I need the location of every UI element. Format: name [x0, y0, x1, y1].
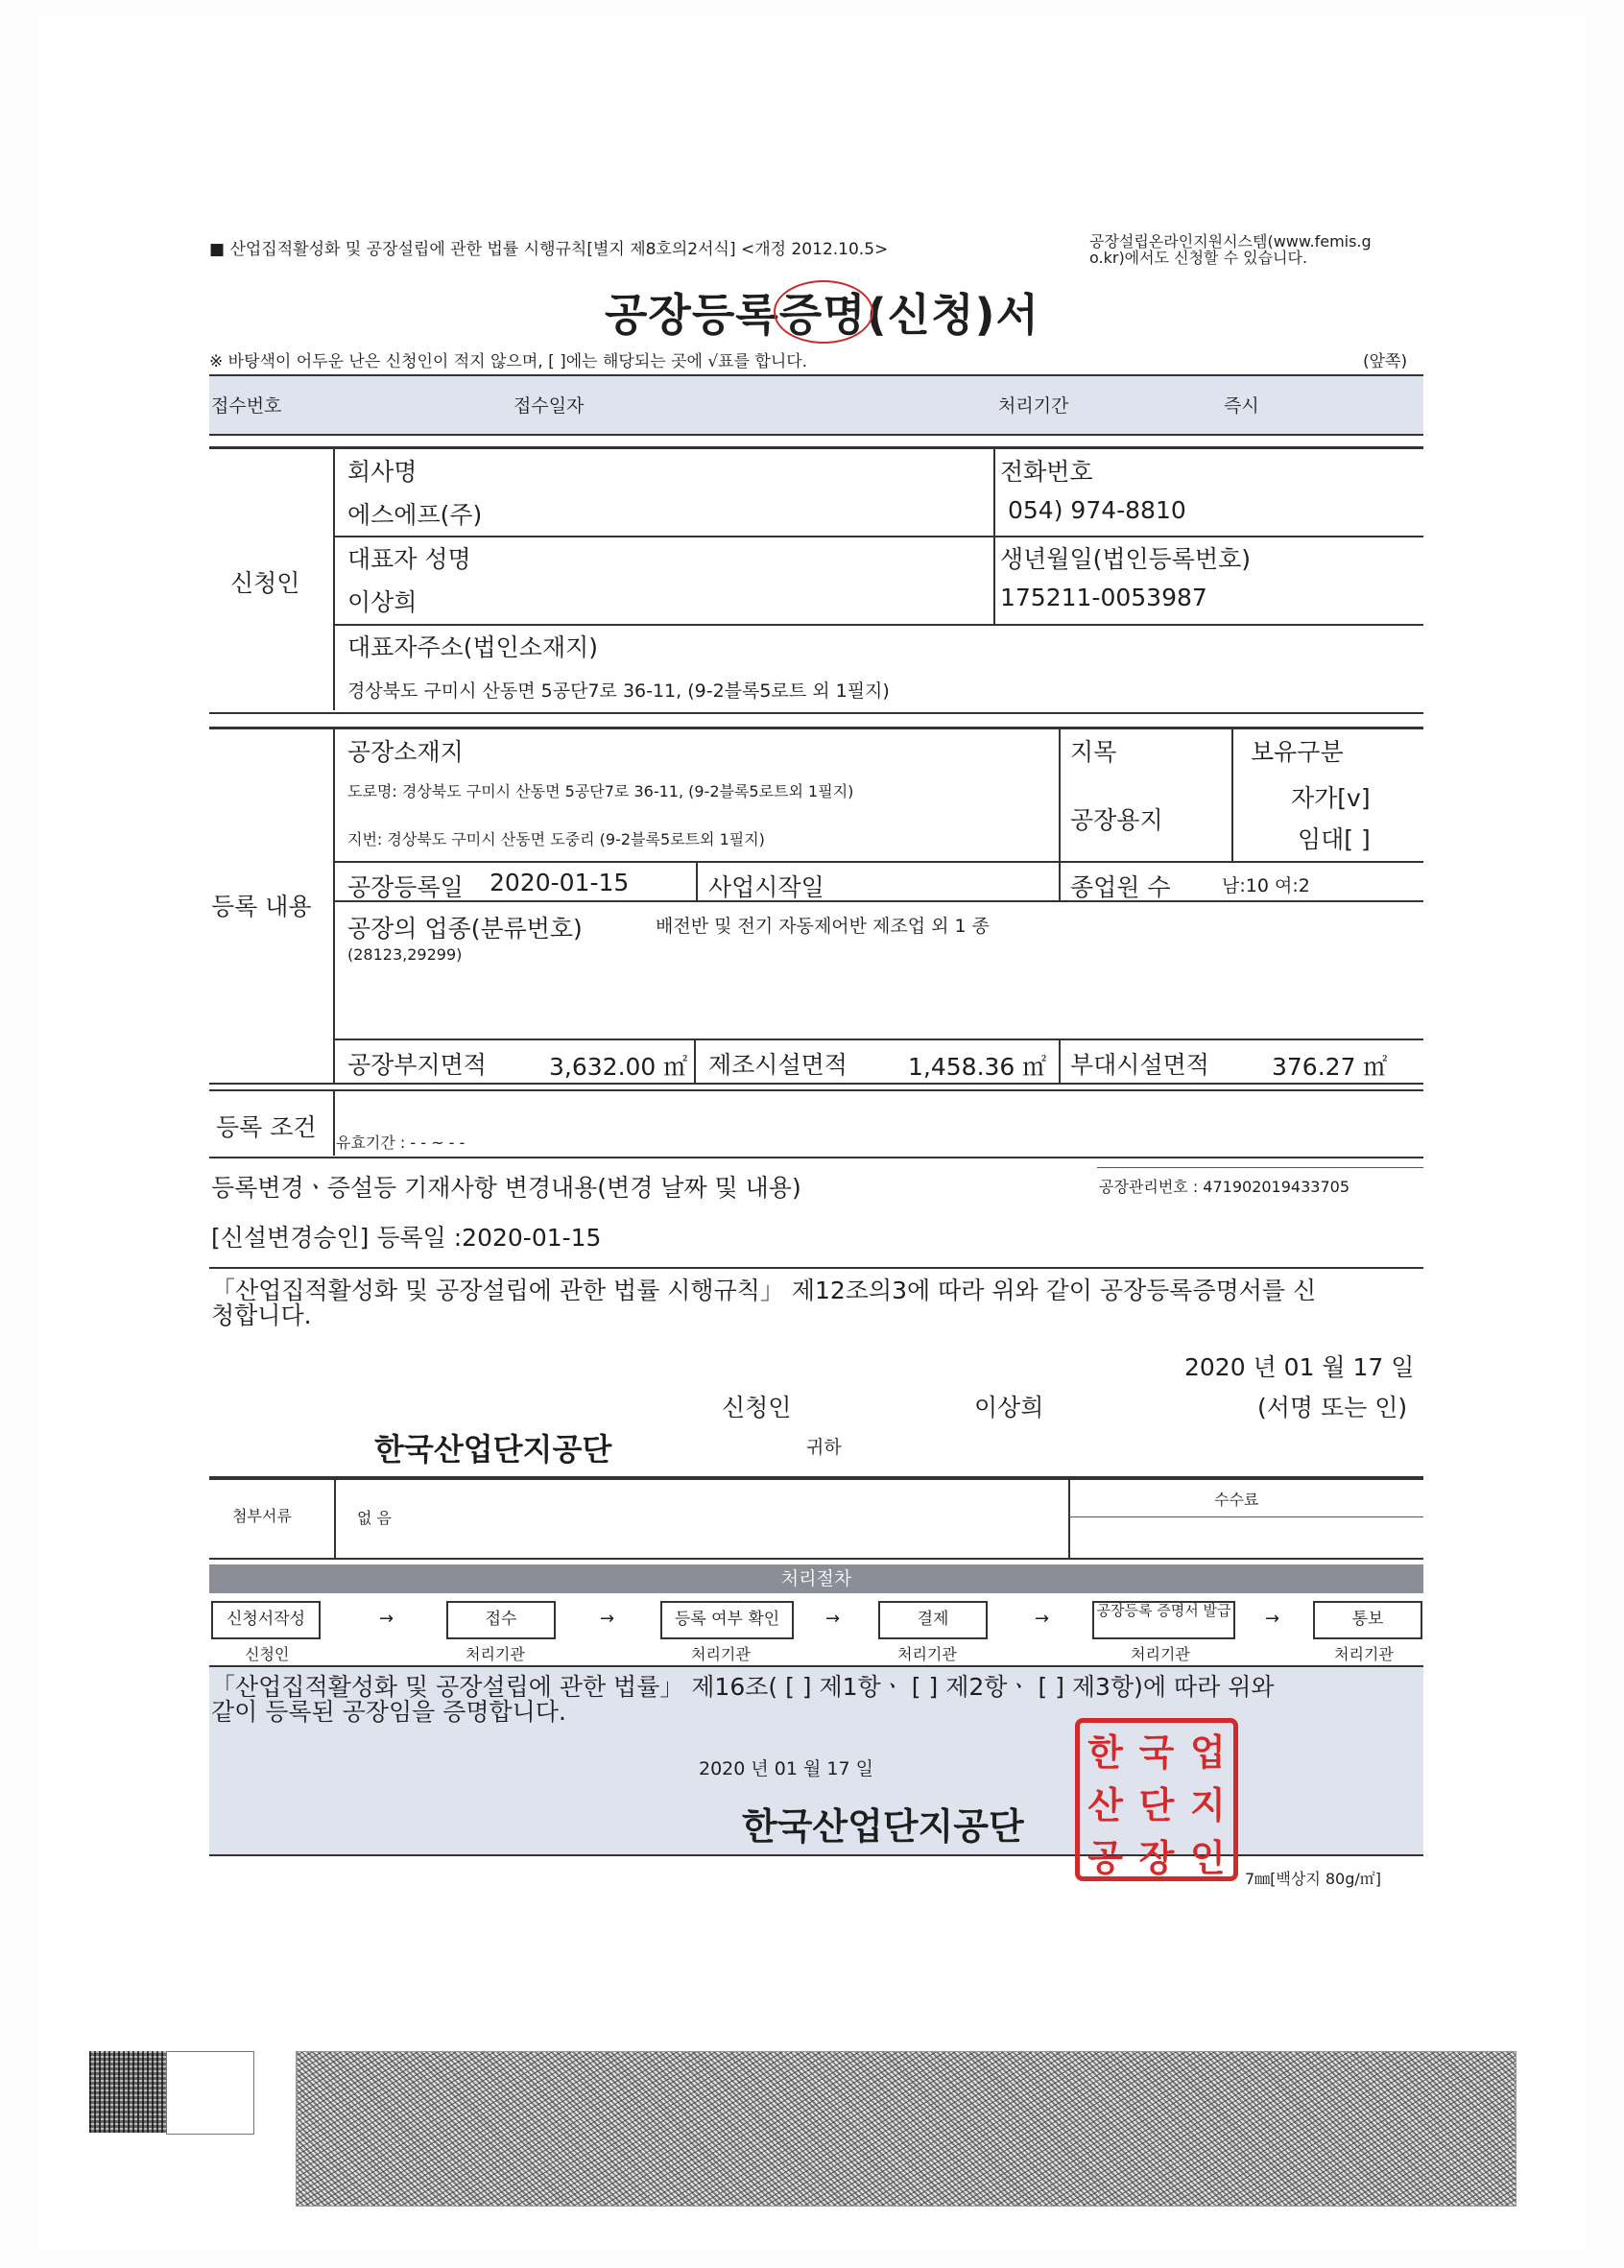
step-3-actor: 처리기관: [691, 1645, 751, 1663]
validity-period: 유효기간 : - - ~ - -: [336, 1134, 466, 1152]
mfg-area-value: 1,458.36 ㎡: [908, 1053, 1047, 1081]
mfg-area-label: 제조시설면적: [708, 1051, 848, 1079]
industry-label: 공장의 업종(분류번호): [347, 915, 583, 943]
reg-date-label: 공장등록일: [347, 873, 464, 901]
period-label: 처리기간: [998, 395, 1069, 417]
step-6-box: 통보: [1313, 1601, 1422, 1639]
address-value: 경상북도 구미시 산동면 5공단7로 36-11, (9-2블록5로트 외 1필지): [347, 680, 890, 702]
step-4-box: 결제: [878, 1601, 988, 1639]
receipt-no-label: 접수번호: [211, 395, 282, 417]
form-title: 공장등록증명(신청)서: [605, 289, 1039, 341]
barcode-frame: [166, 2051, 254, 2135]
applicant-name-sign: 이상희: [974, 1394, 1044, 1421]
company-value: 에스에프(주): [347, 501, 483, 529]
conditions-label: 등록 조건: [216, 1113, 317, 1141]
road-address: 도로명: 경상북도 구미시 산동면 5공단7로 36-11, (9-2블록5로트외 1필지): [347, 782, 854, 800]
site-area-value: 3,632.00 ㎡: [549, 1053, 688, 1081]
rep-label: 대표자 성명: [347, 545, 471, 573]
address-label: 대표자주소(법인소재지): [347, 633, 599, 661]
fee-label: 수수료: [1214, 1491, 1259, 1509]
step-2-box: 접수: [446, 1601, 556, 1639]
rep-value: 이상희: [347, 588, 418, 616]
aux-area-value: 376.27 ㎡: [1272, 1053, 1388, 1081]
attachments-value: 없 음: [357, 1509, 392, 1527]
birth-label: 생년월일(법인등록번호): [1000, 545, 1252, 573]
security-pattern: [296, 2051, 1517, 2207]
step-1-box: 신청서작성: [211, 1601, 321, 1639]
page-side: (앞쪽): [1363, 352, 1408, 371]
arrow-icon: →: [600, 1609, 615, 1629]
company-label: 회사명: [347, 458, 418, 486]
circle-mark: [774, 280, 873, 344]
arrow-icon: →: [1035, 1609, 1050, 1629]
certification-text: 「산업집적활성화 및 공장설립에 관한 법률」 제16조( [ ] 제1항ㆍ [ ] 제2항ㆍ [ ] 제3항)에 따라 위와 같이 등록된 공장임을 증명합니다.: [211, 1673, 1275, 1726]
lot-address: 지번: 경상북도 구미시 산동면 도중리 (9-2블록5로트외 1필지): [347, 830, 765, 848]
arrow-icon: →: [825, 1609, 841, 1629]
staff-label: 종업원 수: [1070, 873, 1171, 901]
declaration-date: 2020 년 01 월 17 일: [1184, 1353, 1415, 1381]
change-entry: [신설변경승인] 등록일 :2020-01-15: [211, 1224, 602, 1252]
industry-value: 배전반 및 전기 자동제어반 제조업 외 1 종: [656, 916, 991, 937]
sign-note: (서명 또는 인): [1257, 1394, 1408, 1421]
ownership-label: 보유구분: [1251, 738, 1344, 766]
step-2-actor: 처리기관: [466, 1645, 525, 1663]
arrow-icon: →: [379, 1609, 394, 1629]
issuer-name: 한국산업단지공단: [742, 1805, 1024, 1848]
phone-value: 054) 974-8810: [1008, 496, 1186, 524]
step-1-actor: 신청인: [245, 1645, 290, 1663]
phone-label: 전화번호: [1000, 458, 1093, 486]
certification-date: 2020 년 01 월 17 일: [699, 1758, 873, 1779]
staff-value: 남:10 여:2: [1222, 875, 1310, 896]
industry-code: (28123,29299): [347, 945, 463, 964]
recipient-honorific: 귀하: [806, 1437, 842, 1458]
receipt-date-label: 접수일자: [513, 395, 585, 417]
arrow-icon: →: [1265, 1609, 1280, 1629]
applicant-label-sign: 신청인: [722, 1394, 792, 1421]
factory-mgmt-no: 공장관리번호 : 471902019433705: [1099, 1178, 1349, 1196]
period-value: 즉시: [1224, 395, 1259, 417]
changes-label: 등록변경ㆍ증설등 기재사항 변경내용(변경 날짜 및 내용): [211, 1174, 801, 1202]
paper-spec: 7㎜[백상지 80g/㎡]: [1245, 1870, 1382, 1888]
official-seal: 한 국 업 산 단 지 공 장 인: [1075, 1718, 1238, 1881]
procedure-title: 처리절차: [209, 1564, 1423, 1593]
recipient-name: 한국산업단지공단: [374, 1431, 612, 1468]
step-3-box: 등록 여부 확인: [660, 1601, 794, 1639]
step-6-actor: 처리기관: [1334, 1645, 1394, 1663]
ownership-lease: 임대[ ]: [1298, 825, 1371, 853]
start-date-label: 사업시작일: [708, 873, 824, 901]
declaration-text: 「산업집적활성화 및 공장설립에 관한 법률 시행규칙」 제12조의3에 따라 위와 같이 공장등록증명서를 신 청합니다.: [211, 1277, 1317, 1329]
reg-date-value: 2020-01-15: [490, 869, 630, 896]
ownership-own: 자가[v]: [1291, 784, 1371, 812]
land-value: 공장용지: [1070, 806, 1163, 834]
aux-area-label: 부대시설면적: [1070, 1051, 1209, 1079]
online-note: 공장설립온라인지원시스템(www.femis.g o.kr)에서도 신청할 수 있습니다.: [1089, 232, 1372, 267]
site-area-label: 공장부지면적: [347, 1051, 487, 1079]
instruction-note: ※ 바탕색이 어두운 난은 신청인이 적지 않으며, [ ]에는 해당되는 곳에 √표를 합니다.: [209, 352, 808, 371]
location-label: 공장소재지: [347, 738, 464, 766]
step-5-box: 공장등록 증명서 발급: [1092, 1601, 1235, 1639]
attachments-label: 첨부서류: [232, 1507, 292, 1525]
step-4-actor: 처리기관: [897, 1645, 957, 1663]
applicant-section-label: 신청인: [230, 569, 300, 597]
step-5-actor: 처리기관: [1131, 1645, 1190, 1663]
land-label: 지목: [1070, 738, 1117, 766]
barcode-mark: [89, 2051, 166, 2133]
law-reference: ■ 산업집적활성화 및 공장설립에 관한 법률 시행규칙[별지 제8호의2서식] <개정 2012.10.5>: [209, 240, 889, 259]
registration-section-label: 등록 내용: [211, 893, 312, 920]
birth-value: 175211-0053987: [1000, 584, 1207, 611]
